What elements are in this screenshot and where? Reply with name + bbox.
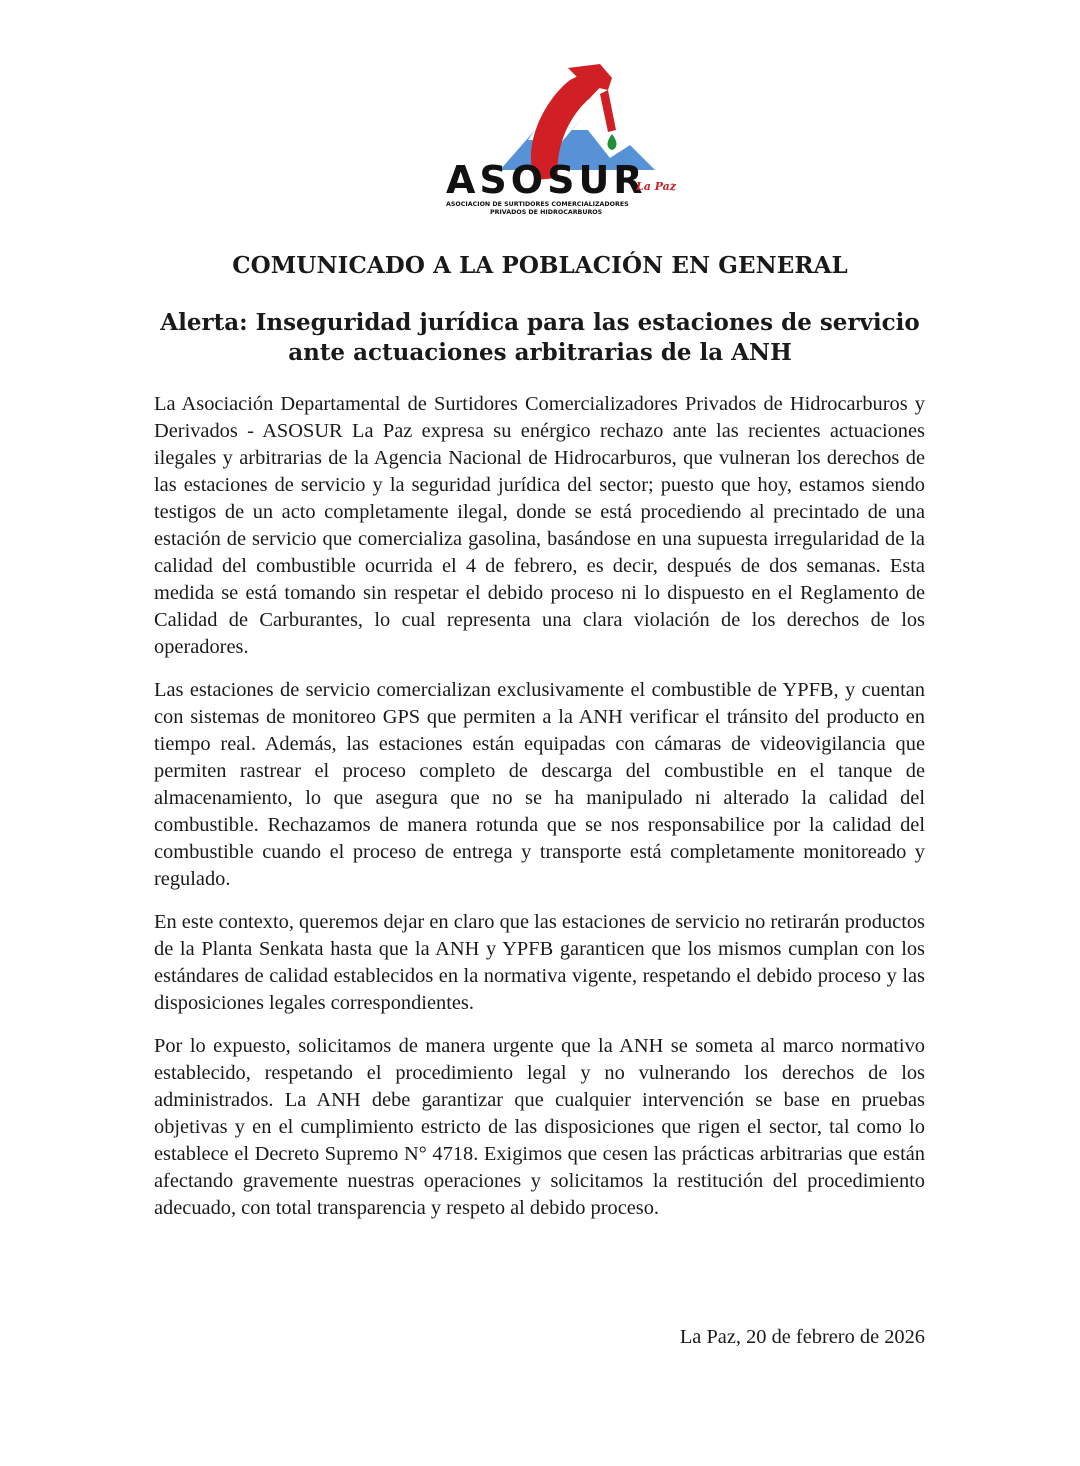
document-title: COMUNICADO A LA POBLACIÓN EN GENERAL xyxy=(232,252,848,279)
date-line: La Paz, 20 de febrero de 2026 xyxy=(679,1326,925,1348)
paragraph-1: La Asociación Departamental de Surtidores Comercializadores Privados de Hidrocarburos y Derivados - ASOSUR La Paz expresa su enérgico rechazo ante las recientes actuaciones ilegales y arbitrarias de la Agencia Nacional de Hidrocarburos, que vulneran los derechos de las estaciones de servicio y la seguridad jurídica del sector; puesto que hoy, estamos siendo testigos de un acto completamente ilegal, donde se está procediendo al precintado de una estación de servicio que comercializa gasolina, basándose en una supuesta irregularidad de la calidad del combustible ocurrida el 4 de febrero, es decir, después de dos semanas. Esta medida se está tomando sin respetar el debido proceso ni lo dispuesto en el Reglamento de Calidad de Carburantes, lo cual representa una clara violación de los derechos de los operadores. xyxy=(154,393,925,658)
fuel-nozzle-logo-icon xyxy=(440,60,690,220)
paragraph-2: Las estaciones de servicio comercializan exclusivamente el combustible de YPFB, y cuentan con sistemas de monitoreo GPS que permiten a la ANH verificar el tránsito del producto en tiempo real. Además, las estaciones están equipadas con cámaras de videovigilancia que permiten rastrear el proceso completo de descarga del combustible en el tanque de almacenamiento, lo que asegura que no se ha manipulado ni alterado la calidad del combustible. Rechazamos de manera rotunda que se nos responsabilice por la calidad del combustible cuando el proceso de entrega y transporte está completamente monitoreado y regulado. xyxy=(154,679,925,890)
logo-tagline-1: ASOCIACION DE SURTIDORES COMERCIALIZADORES xyxy=(446,201,629,208)
logo-tagline-2: PRIVADOS DE HIDROCARBUROS xyxy=(490,209,603,216)
asosur-logo xyxy=(440,60,690,220)
logo-brand-text: ASOSUR xyxy=(446,158,647,202)
logo-region-text: La Paz xyxy=(636,180,677,193)
document-body xyxy=(154,391,925,1238)
paragraph-3: En este contexto, queremos dejar en claro que las estaciones de servicio no retirarán productos de la Planta Senkata hasta que la ANH y YPFB garanticen que los mismos cumplan con los estándares de calidad establecidos en la normativa vigente, respetando el debido proceso y las disposiciones legales correspondientes. xyxy=(154,911,925,1014)
document-subtitle: Alerta: Inseguridad jurídica para las estaciones de servicio ante actuaciones arbitrarias de la ANH xyxy=(160,309,920,366)
paragraph-4: Por lo expuesto, solicitamos de manera urgente que la ANH se someta al marco normativo establecido, respetando el procedimiento legal y no vulnerando los derechos de los administrados. La ANH debe garantizar que cualquier intervención se base en pruebas objetivas y en el cumplimiento estricto de las disposiciones que rigen el sector, tal como lo establece el Decreto Supremo N° 4718. Exigimos que cesen las prácticas arbitrarias que están afectando gravemente nuestras operaciones y solicitamos la restitución del procedimiento adecuado, con total transparencia y respeto al debido proceso. xyxy=(154,1035,925,1219)
